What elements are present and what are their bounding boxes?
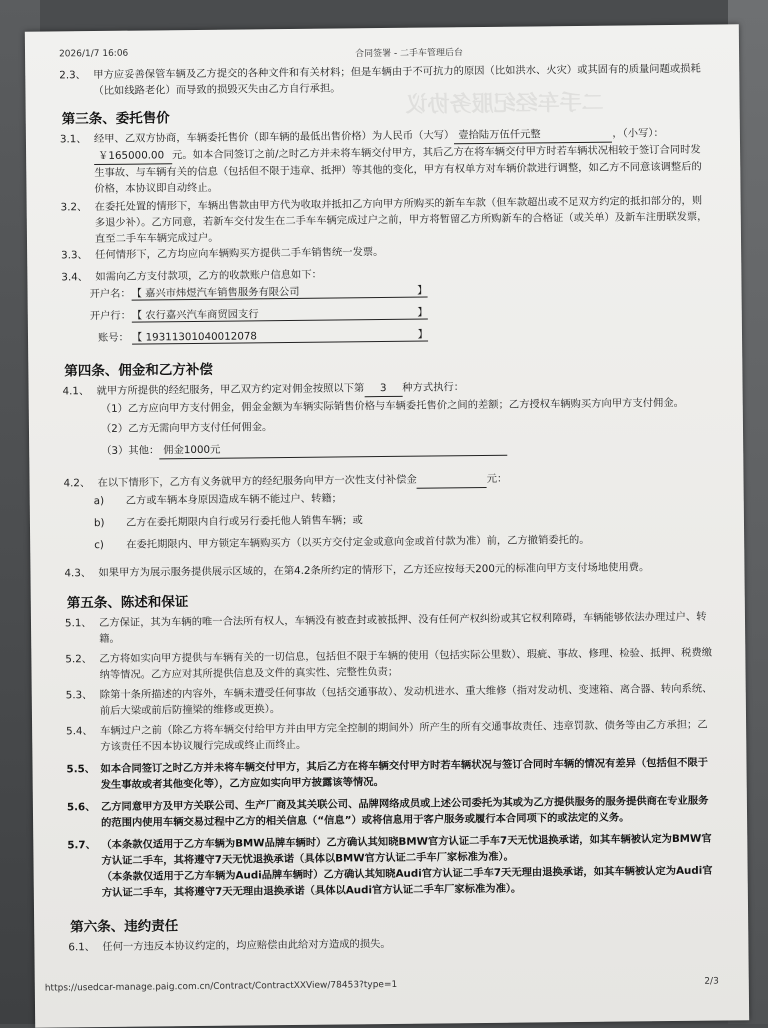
page-url: https://usedcar-manage.paig.com.cn/Contract/ContractXXView/78453?type=1 (44, 979, 398, 994)
clause-4-3: 4.3、 如果甲方为展示服务提供展示区域的，在第4.2条所约定的情形下，乙方还应按每天200元的标准向甲方支付场地使用费。 (64, 561, 650, 580)
account-name-value: 【 嘉兴市炜煜汽车销售服务有限公司 】 (131, 282, 427, 301)
clause-4-1: 4.1、 就甲方所提供的经纪服务，甲乙双方约定对佣金按照以下第 3 种方式执行： (62, 381, 465, 398)
clause-4-1-option-1: （1）乙方应向甲方支付佣金，佣金金额为车辆实际销售价格与车辆委托售价之间的差额；乙方授权车辆购买方向甲方支付佣金。 (100, 396, 684, 415)
clause-5-6: 5.6、 乙方同意甲方及甲方关联公司、生产厂商及其关联公司、品牌网络成员或上述公司委托为其或为乙方提供服务的服务提供商在专业服务的范围内使用车辆交易过程中乙方的相关信息（“信息”）或将信息用于客户服务或履行本合同项下的或法定的义务。 (66, 794, 709, 830)
account-no-value: 【 19311301040012078 】 (132, 326, 428, 345)
clause-4-2-b: 乙方在委托期限内自行或另行委托他人销售车辆；或 (125, 514, 363, 529)
clause-2-3: 2.3、 甲方应妥善保管车辆及乙方提交的各种文件和有关材料；但是车辆由于不可抗力的原因（比如洪水、火灾）或其固有的质量问题或损耗（比如线路老化）而导致的损毁灭失由乙方自行承担。 (59, 62, 701, 98)
clause-5-4: 5.4、 车辆过户之前（除乙方将车辆交付给甲方并由甲方完全控制的期间外）所产生的所有交通事故责任、违章罚款、债务等由乙方承担；乙方该责任不因本协议履行完成或终止而终止。 (66, 718, 708, 754)
bleed-through-text: 二手车经纪服务协议 (405, 90, 604, 118)
compensation-blank (417, 471, 487, 489)
clause-5-3: 5.3、 除第十条所描述的内容外，车辆未遭受任何事故（包括交通事故）、发动机进水、重大维修（指对发动机、变速箱、离合器、转向系统、前后大梁或前后防撞梁的维修或更换）。 (65, 682, 713, 718)
clause-4-1-option-3: （3）其他： 佣金1000元 (101, 437, 711, 460)
amount-lower: ￥165000.00 (94, 147, 172, 165)
account-bank-value: 【 农行嘉兴汽车商贸园支行 】 (132, 304, 428, 323)
clause-5-5: 5.5、 如本合同签订之时乙方并未将车辆交付甲方，其后乙方在将车辆交付甲方时若车辆状况与签订合同时车辆的情况有差异（包括但不限于发生事故或者其他变化等），乙方应如实向甲方披露该等情况。 (66, 756, 709, 792)
contract-page (25, 24, 749, 1027)
account-name-label: 开户名： (89, 287, 131, 301)
section-3-title: 第三条、委托售价 (61, 110, 170, 128)
account-bank-label: 开户行： (89, 309, 132, 323)
clause-4-2-c-mark: c) (94, 538, 104, 552)
account-no-label: 账号： (97, 331, 129, 345)
clause-4-1-option-2: （2）乙方无需向甲方支付任何佣金。 (100, 421, 273, 435)
clause-4-2-c: 在委托期限内、甲方锁定车辆购买方（以买方交付定金或意向金或首付款为准）前，乙方撤销委托的。 (126, 533, 590, 551)
section-5-title: 第五条、陈述和保证 (66, 594, 189, 612)
clause-3-4: 3.4、 如需向乙方支付款项，乙方的收款账户信息如下： (61, 268, 322, 284)
section-6-title: 第六条、违约责任 (70, 918, 179, 936)
clause-4-2: 4.2、 在以下情形下，乙方有义务就甲方的经纪服务向甲方一次性支付补偿金 元： (63, 472, 508, 490)
clause-5-1: 5.1、 乙方保证，其为车辆的唯一合法所有权人，车辆没有被查封或被抵押、没有任何产权纠纷或其它权利障碍，车辆能够依法办理过户、转籍。 (64, 610, 707, 646)
clause-3-2: 3.2、 在委托处置的情形下，车辆出售款由甲方代为收取并抵扣乙方向甲方所购买的新车车款（但车款超出或不足双方约定的抵扣部分的，则多退少补）。乙方同意，若新车交付发生在二手车车辆完成过户之前，甲方将暂留乙方所购新车的合格证（或关单）及新车注册联发票，直至二手车车辆完成过户。 (60, 194, 708, 246)
clause-5-2: 5.2、 乙方将如实向甲方提供与车辆有关的一切信息，包括但不限于车辆的使用（包括实际公里数）、瑕疵、事故、修理、检验、抵押、税费缴纳等情况。乙方应对其所提供信息及文件的真实性、完整性负责； (65, 646, 713, 682)
clause-6-1: 6.1、 任何一方违反本协议约定的，均应赔偿由此给对方造成的损失。 (68, 937, 391, 954)
amount-upper: 壹拾陆万伍仟元整 (454, 126, 612, 145)
clause-3-3: 3.3、 任何情形下，乙方均应向车辆购买方提供二手车销售统一发票。 (61, 246, 384, 262)
clause-4-2-a-mark: a) (93, 494, 105, 508)
clause-3-1: 3.1、 经甲、乙双方协商，车辆委托售价（即车辆的最低出售价格）为人民币（大写） 壹拾陆万伍仟元整 ，（小写）：￥165000.00 元。如本合同签订之前/之时乙方并未将车辆交付甲方，其后乙方在将车辆交付甲方时若车辆状况相较于签订合同时发生事故、与车辆有关的信息（包括但不限于违章、抵押）等其他的变化，甲方有权单方对车辆价款进行调整，如乙方不同意该调整后的价格，本协议即自动终止。 (59, 127, 702, 196)
clause-4-2-a: 乙方或车辆本身原因造成车辆不能过户、转籍； (125, 492, 343, 507)
clause-4-2-b-mark: b) (93, 516, 105, 530)
print-date: 2026/1/7 16:06 (58, 48, 129, 60)
page-number: 2/3 (704, 976, 719, 987)
section-4-title: 第四条、佣金和乙方补偿 (64, 361, 213, 380)
print-title: 合同签署 - 二手车管理后台 (355, 48, 464, 60)
clause-5-7: 5.7、 （本条款仅适用于乙方车辆为BMW品牌车辆时）乙方确认其知晓BMW官方认证二手车7天无忧退换承诺，如其车辆被认定为BMW官方认证二手车，其将遵守7天无忧退换承诺（具体以BMW官方认证二手车厂家标准为准）。 （本条款仅适用于乙方车辆为Audi品牌车辆时）乙方确认其知晓Audi官方认证二手车7天无理由退换承诺，如其车辆被认定为Audi官方认证二手车，其将遵守7天无理由退换承诺（具体以Audi官方认证二手车厂家标准为准）。 (67, 832, 713, 900)
commission-other-value: 佣金1000元 (159, 439, 507, 460)
commission-choice: 3 (364, 380, 402, 397)
